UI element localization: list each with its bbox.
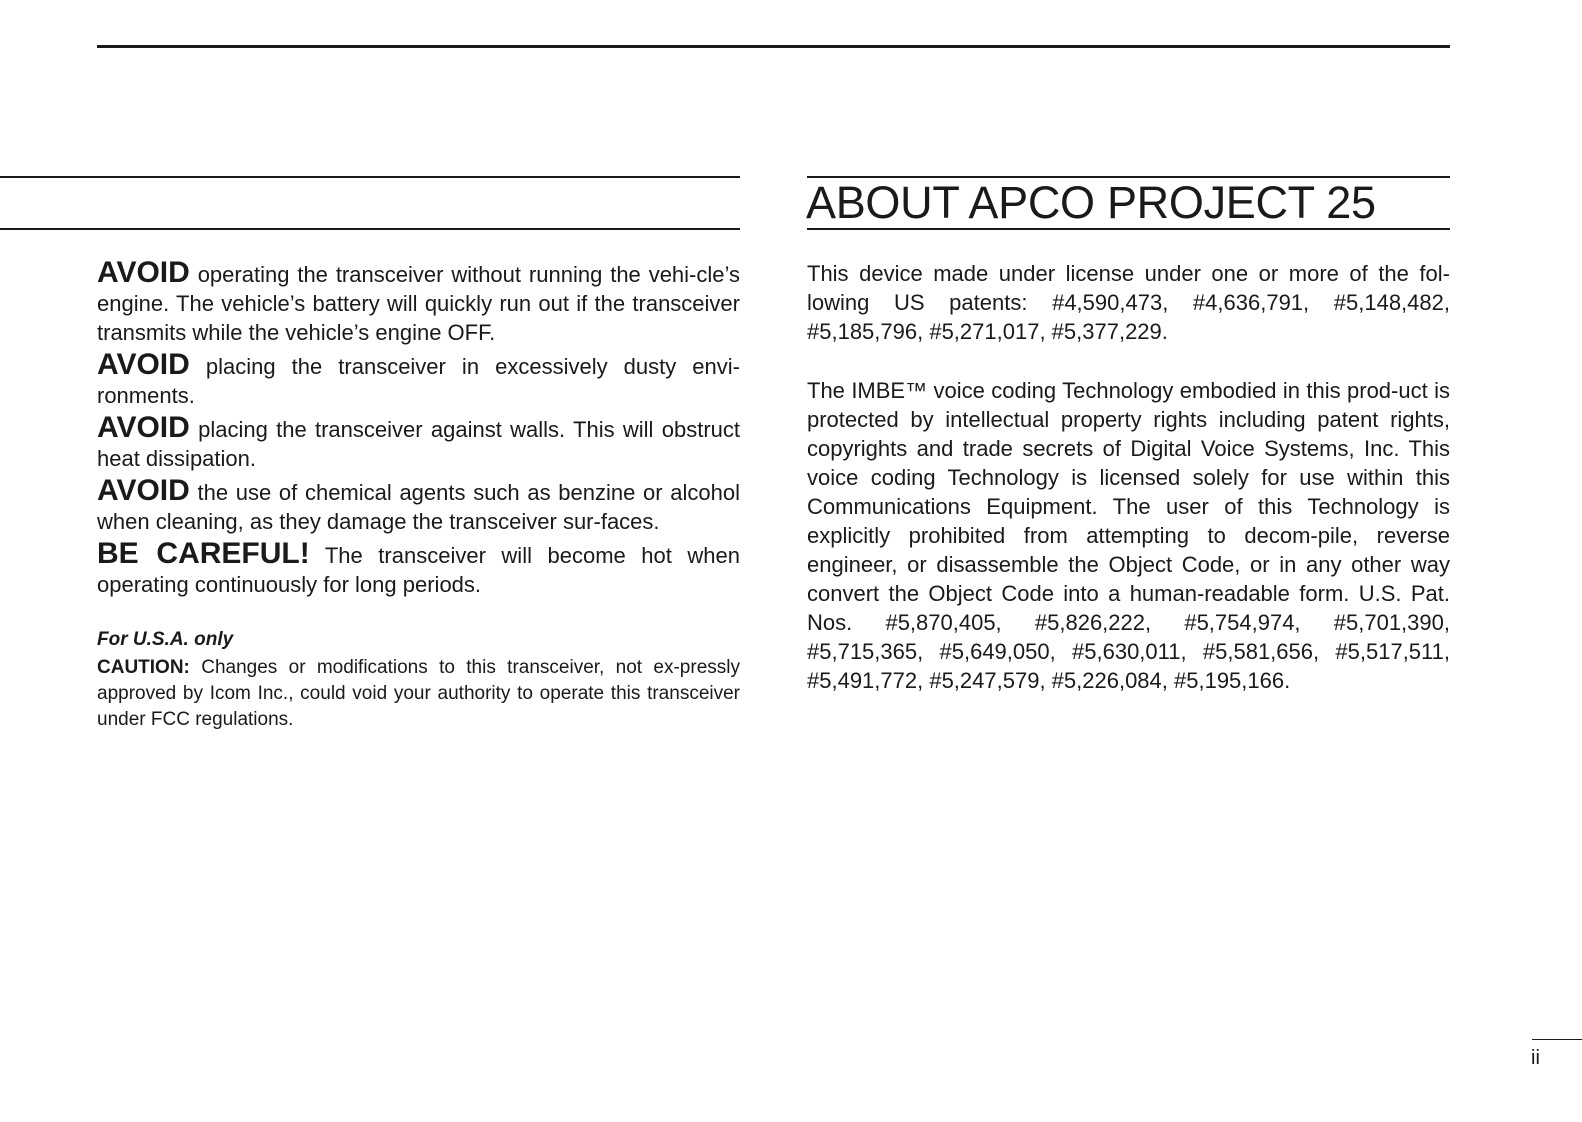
caution-item — [97, 539, 740, 599]
page-number-rule — [1532, 1039, 1582, 1040]
caution-text: placing the transceiver in excessively dusty envi-ronments. — [97, 354, 740, 408]
fcc-caution-text: Changes or modifications to this transceiver, not ex-pressly approved by Icom Inc., could void your authority to operate this transceiver under FCC regulations. — [97, 657, 740, 730]
caution-keyword: BE CAREFUL! — [97, 537, 310, 570]
precautions-column — [97, 258, 740, 733]
top-rule — [97, 45, 1450, 48]
left-header-rule-top — [0, 176, 740, 178]
apco-column — [807, 259, 1450, 725]
caution-item — [97, 413, 740, 473]
caution-text: placing the transceiver against walls. This will obstruct heat dissipation. — [97, 417, 740, 471]
left-header-rule-bottom — [0, 228, 740, 230]
caution-item — [97, 350, 740, 410]
section-title: ABOUT APCO PROJECT 25 — [806, 177, 1376, 228]
caution-text: the use of chemical agents such as benzine or alcohol when cleaning, as they damage the transceiver sur-faces. — [97, 480, 740, 534]
fcc-caution — [97, 655, 740, 733]
caution-keyword: AVOID — [97, 474, 190, 507]
caution-item — [97, 258, 740, 347]
page-number: ii — [1531, 1047, 1540, 1069]
caution-keyword: AVOID — [97, 256, 190, 289]
caution-keyword: AVOID — [97, 348, 190, 381]
imbe-paragraph: The IMBE™ voice coding Technology embodied in this prod-uct is protected by intellectual property rights including patent rights, copyrights and trade secrets of Digital Voice Systems, Inc. This voice coding Technology is licensed solely for use within this Communications Equipment. The user of this Technology is explicitly prohibited from attempting to decom-pile, reverse engineer, or disassemble the Object Code, or in any other way convert the Object Code into a human-readable form. U.S. Pat. Nos. #5,870,405, #5,826,222, #5,754,974, #5,701,390, #5,715,365, #5,649,050, #5,630,011, #5,581,656, #5,517,511, #5,491,772, #5,247,579, #5,226,084, #5,195,166. — [807, 378, 1450, 693]
caution-text: The transceiver will become hot when operating continuously for long periods. — [97, 543, 740, 597]
caution-item — [97, 476, 740, 536]
fcc-caution-label: CAUTION: — [97, 657, 190, 678]
caution-text: operating the transceiver without running the vehi-cle’s engine. The vehicle’s battery will quickly run out if the transceiver transmits while the vehicle’s engine OFF. — [97, 262, 740, 345]
patent-paragraph: This device made under license under one or more of the fol-lowing US patents: #4,590,473, #4,636,791, #5,148,482, #5,185,796, #5,271,017, #5,377,229. — [807, 261, 1450, 344]
caution-keyword: AVOID — [97, 411, 190, 444]
usa-only-heading: For U.S.A. only — [97, 629, 234, 650]
right-header-rule-bottom — [807, 228, 1450, 230]
